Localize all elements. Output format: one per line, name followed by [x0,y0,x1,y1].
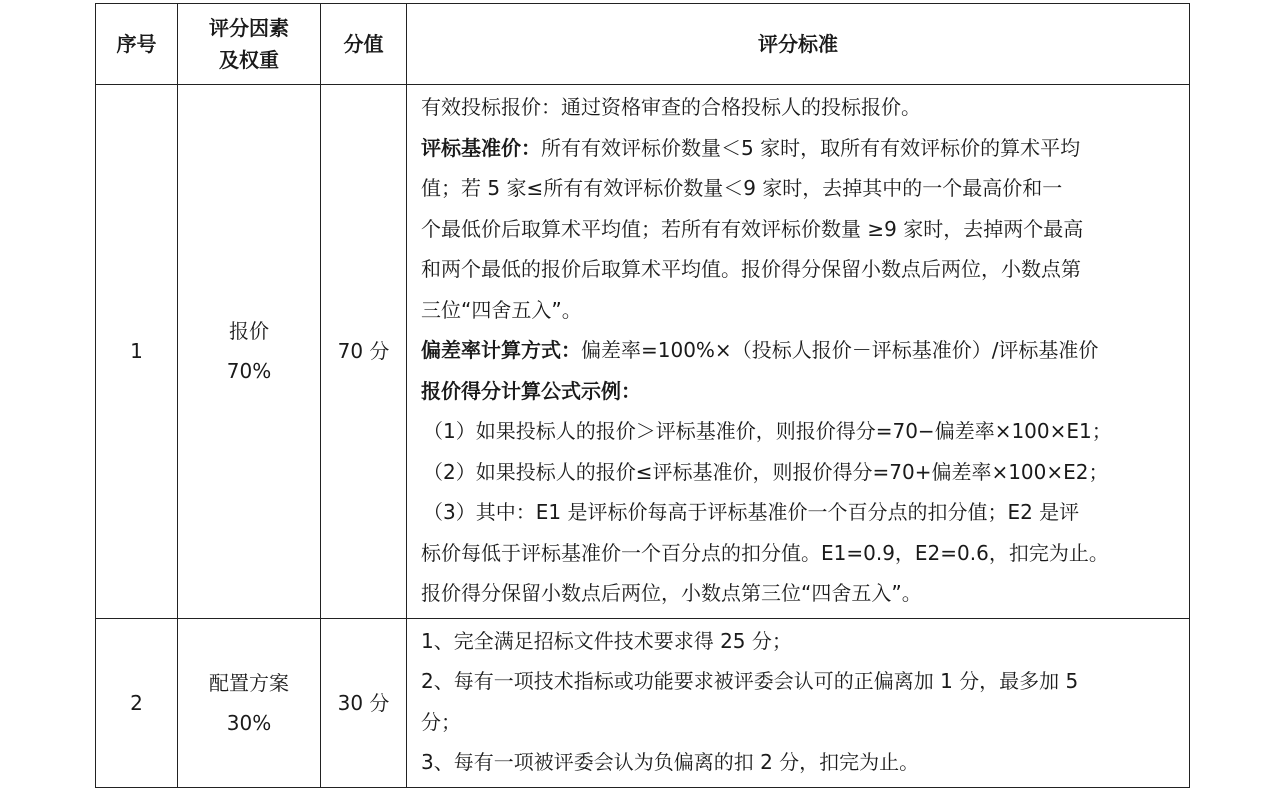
criteria-text: 所有有效评标价数量＜5 家时，取所有有效评标价的算术平均 [541,135,1081,160]
header-factor [178,4,321,85]
criteria-line [421,128,1177,169]
row-criteria [407,618,1190,787]
criteria-line [421,371,1177,412]
scoring-table [95,3,1190,788]
criteria-line: （3）其中：E1 是评标价每高于评标基准价一个百分点的扣分值；E2 是评 [423,500,1080,524]
header-score: 分值 [321,4,407,85]
criteria-line: 标价每低于评标基准价一个百分点的扣分值。E1=0.9，E2=0.6，扣完为止。 [421,540,1109,565]
criteria-line: 和两个最低的报价后取算术平均值。报价得分保留小数点后两位，小数点第 [421,257,1081,281]
table-row [96,85,1190,619]
row-factor [178,85,321,619]
row-score: 30 分 [321,618,407,787]
header-factor-line1: 评分因素 [209,16,289,40]
criteria-line [421,330,1177,371]
row-score: 70 分 [321,85,407,619]
factor-label: 报价 [229,319,269,344]
criteria-bold-label: 偏差率计算方式： [421,338,581,362]
header-standard: 评分标准 [407,4,1190,85]
criteria-bold-label: 报价得分计算公式示例： [421,378,641,403]
row-no: 1 [96,85,178,619]
header-row [96,4,1190,85]
criteria-line: 三位“四舍五入”。 [421,297,582,322]
factor-label: 配置方案 [209,670,289,695]
criteria-line: 报价得分保留小数点后两位，小数点第三位“四舍五入”。 [421,581,922,605]
criteria-bold-label: 评标基准价： [421,135,541,160]
criteria-line: 有效投标报价：通过资格审查的合格投标人的投标报价。 [421,95,921,119]
criteria-line: 3、每有一项被评委会认为负偏离的扣 2 分，扣完为止。 [421,750,920,774]
criteria-line: （2）如果投标人的报价≤评标基准价，则报价得分=70+偏差率×100×E2； [423,459,1109,484]
row-criteria [407,85,1190,619]
criteria-line: （1）如果投标人的报价＞评标基准价，则报价得分=70−偏差率×100×E1； [423,419,1112,443]
criteria-line: 个最低价后取算术平均值；若所有有效评标价数量 ≥9 家时，去掉两个最高 [421,216,1084,241]
factor-weight: 70% [226,359,272,384]
row-no: 2 [96,618,178,787]
criteria-line: 分； [421,709,461,734]
criteria-line: 2、每有一项技术指标或功能要求被评委会认可的正偏离加 1 分，最多加 5 [421,669,1079,693]
factor-weight: 30% [226,710,272,735]
criteria-line: 值；若 5 家≤所有有效评标价数量＜9 家时，去掉其中的一个最高价和一 [421,176,1063,200]
row-factor [178,618,321,787]
criteria-line: 1、完全满足招标文件技术要求得 25 分； [421,628,792,653]
criteria-text: 偏差率=100%×（投标人报价－评标基准价）/评标基准价 [581,338,1099,362]
header-factor-line2: 及权重 [219,48,279,72]
table-row [96,618,1190,787]
header-no: 序号 [96,4,178,85]
